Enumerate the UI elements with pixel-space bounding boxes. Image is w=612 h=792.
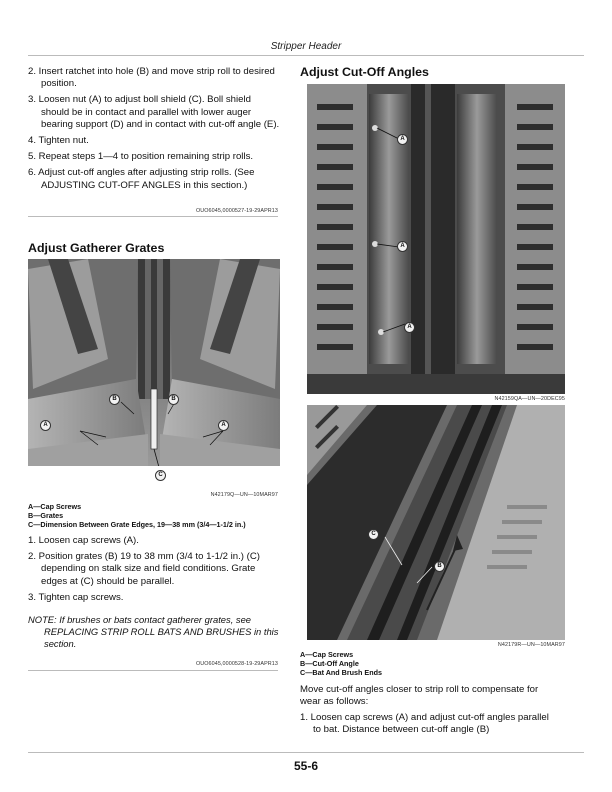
callout-a-left: A [40, 420, 51, 431]
step-item: 3. Loosen nut (A) to adjust boll shield (C). Boll shield should be in contact and parallel with lower auger bearing support (D) and in contact with cut-off angle (E). [28, 94, 280, 130]
callout-a-right: A [218, 420, 229, 431]
reference-code: OUO6045,0000528-19-29APR13 [195, 661, 278, 667]
figure-reference: N42179Q—UN—10MAR97 [210, 492, 278, 498]
body-paragraph: Move cut-off angles closer to strip roll to compensate for wear as follows: [300, 684, 539, 708]
callout-c-right: C [368, 529, 379, 540]
legend-item: C—Dimension Between Grate Edges, 19—38 mm (3/4—1-1/2 in.) [28, 520, 246, 529]
figure-legend [300, 650, 560, 677]
footer-rule [28, 752, 584, 753]
left-steps-top [28, 66, 280, 192]
section-title-gatherer-grates: Adjust Gatherer Grates [28, 241, 165, 255]
callout-b-right: B [168, 394, 179, 405]
bat-brush-photo [307, 405, 565, 640]
legend-item: A—Cap Screws [28, 502, 82, 511]
step-item: 3. Tighten cap screws. [28, 591, 124, 603]
reference-code: OUO6045,0000527-19-29APR13 [195, 208, 278, 214]
callout-a-bottom: A [404, 322, 415, 333]
gatherer-grates-photo [28, 259, 280, 466]
legend-item: C—Bat And Brush Ends [300, 668, 382, 677]
callout-a-top: A [397, 134, 408, 145]
figure-reference: N42159QA—UN—20DEC95 [494, 396, 565, 402]
figure-reference: N42179R—UN—10MAR97 [497, 642, 565, 648]
step-item: 2. Position grates (B) 19 to 38 mm (3/4 to 1-1/2 in.) (C) depending on stalk size and field conditions. Grate edges at (C) should be parallel. [28, 551, 260, 587]
section-title-cutoff-angles: Adjust Cut-Off Angles [300, 65, 429, 79]
step-item: 6. Adjust cut-off angles after adjusting strip rolls. (See ADJUSTING CUT-OFF ANGLES in this section.) [28, 167, 255, 191]
page-number: 55-6 [293, 759, 319, 773]
step-item: 2. Insert ratchet into hole (B) and move strip roll to desired position. [28, 66, 275, 90]
step-item: 5. Repeat steps 1—4 to position remaining strip rolls. [28, 151, 254, 163]
step-item: 1. Loosen cap screws (A) and adjust cut-off angles parallel to bat. Distance between cut-off angle (B) [300, 712, 549, 736]
header-rule [28, 55, 584, 56]
callout-b-right: B [434, 561, 445, 572]
legend-item: B—Cut-Off Angle [300, 659, 359, 668]
callout-a-middle: A [397, 241, 408, 252]
section-rule [28, 216, 278, 217]
running-header: Stripper Header [270, 41, 342, 52]
bat-brush-illustration [307, 405, 565, 640]
gatherer-grates-illustration [28, 259, 280, 466]
section-rule [28, 670, 278, 671]
cutoff-angles-illustration [307, 84, 565, 394]
step-item: 4. Tighten nut. [28, 135, 89, 147]
step-item: 1. Loosen cap screws (A). [28, 535, 139, 546]
callout-c: C [155, 470, 166, 481]
note-text: NOTE: If brushes or bats contact gatherer grates, see REPLACING STRIP ROLL BATS AND BRUSHES in this section. [28, 614, 279, 649]
callout-b-left: B [109, 394, 120, 405]
legend-item: B—Grates [28, 511, 64, 520]
legend-item: A—Cap Screws [300, 650, 354, 659]
figure-legend [28, 502, 288, 529]
cutoff-angles-photo [307, 84, 565, 394]
left-steps-bottom [28, 535, 280, 604]
